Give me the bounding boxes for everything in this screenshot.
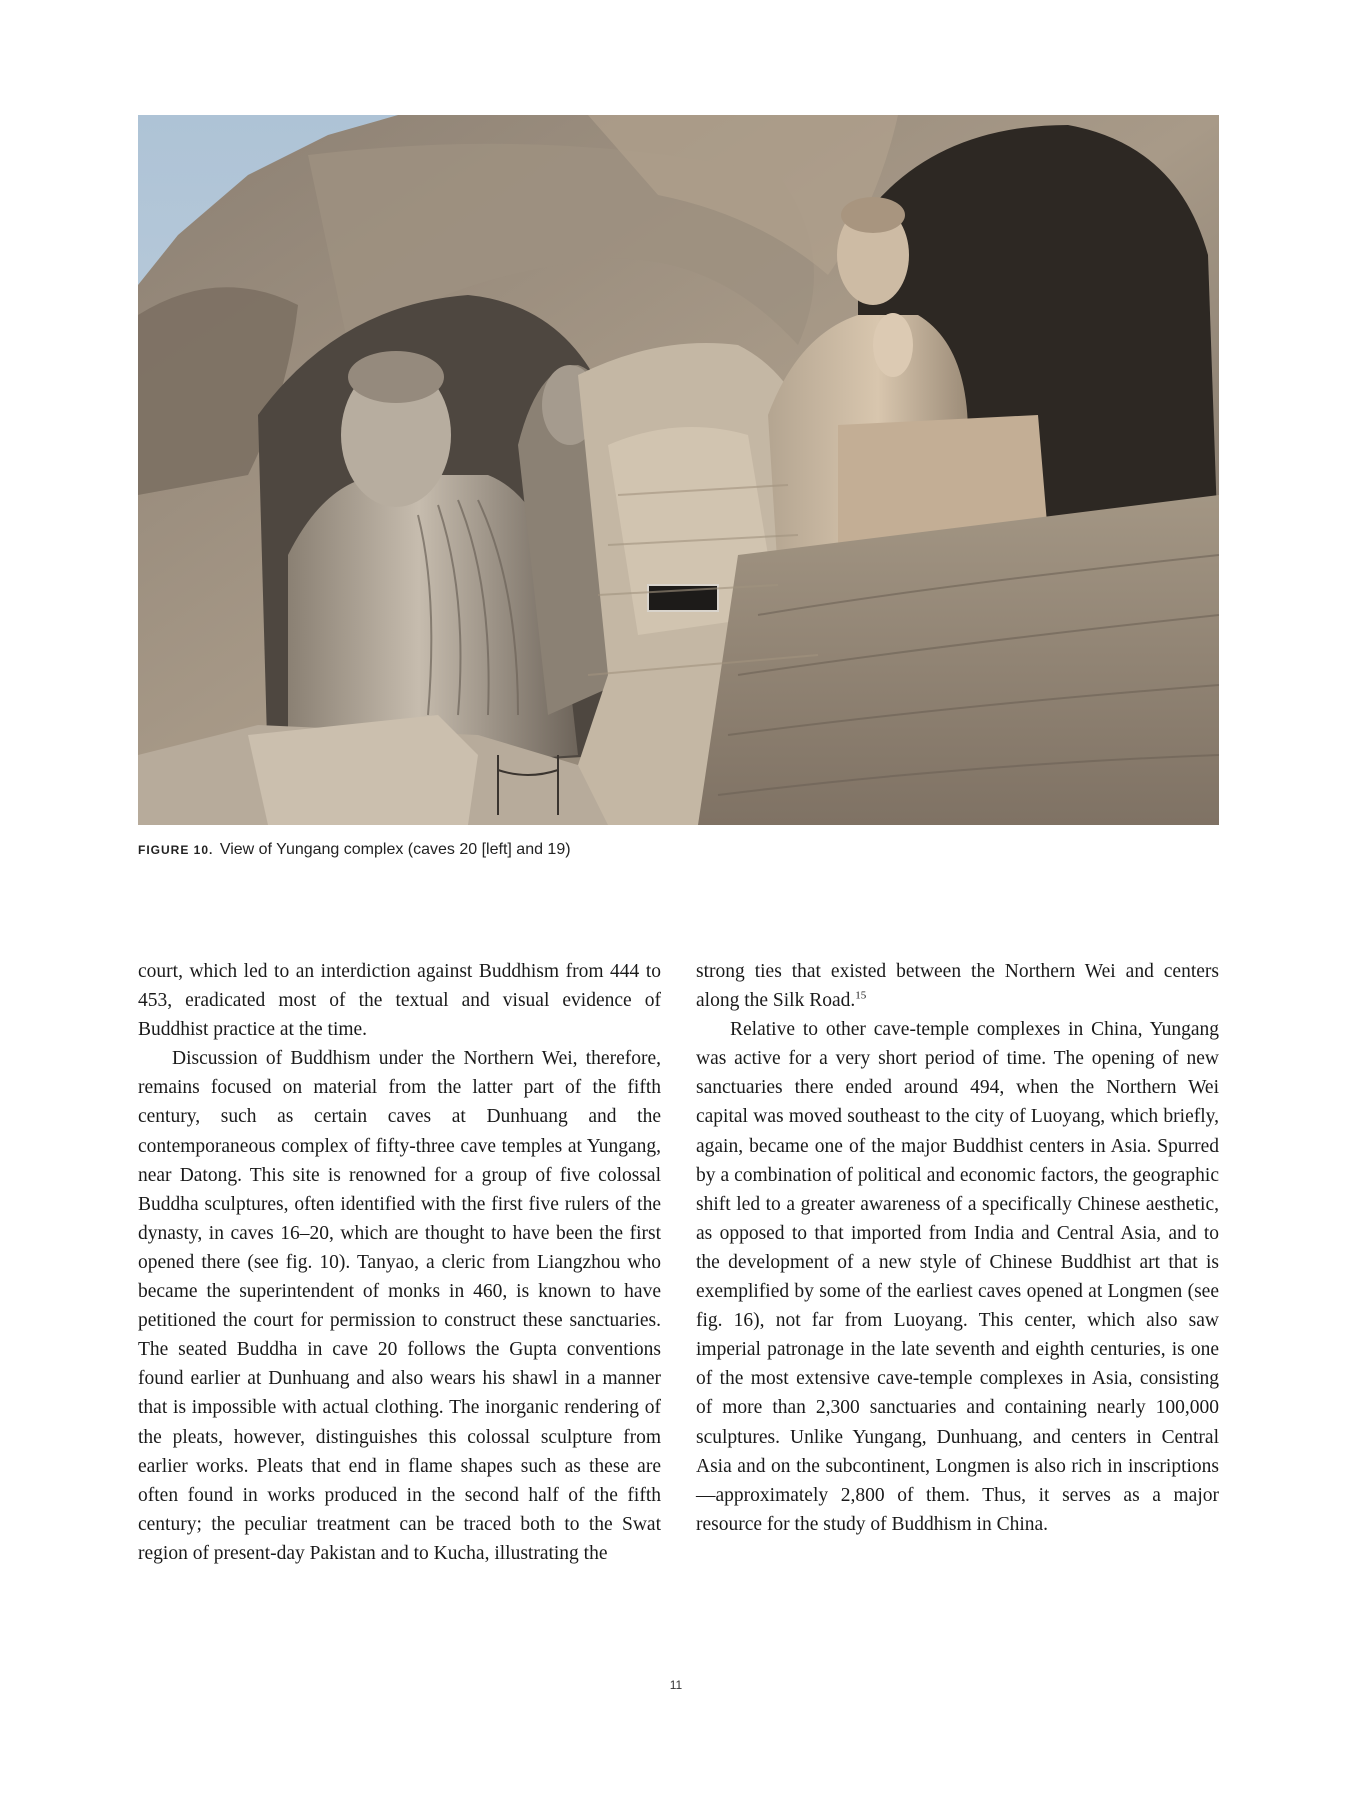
- figure-label: FIGURE 10.: [138, 843, 214, 857]
- right-paragraph-2: Relative to other cave-temple complexes in China, Yungang was active for a very short period of time. The opening of new sanctuaries there ended around 494, when the Northern Wei capital was moved southeast to the city of Luoyang, which briefly, again, became one of the major Buddhist centers in Asia. Spurred by a combination of political and economic factors, the geographic shift led to a greater awareness of a specifically Chinese aesthetic, as opposed to that imported from India and Central Asia, and to the development of a new style of Chinese Buddhist art that is exemplified by some of the earliest caves opened at Longmen (see fig. 16), not far from Luoyang. This center, which also saw imperial patronage in the late seventh and eighth centuries, is one of the most extensive cave-temple complexes in Asia, consisting of more than 2,300 sanctuaries and containing nearly 100,000 sculptures. Unlike Yungang, Dunhuang, and centers in Central Asia and on the subcontinent, Longmen is also rich in inscriptions—approximately 2,800 of them. Thus, it serves as a major resource for the study of Buddhism in China.: [696, 1019, 1219, 1535]
- right-paragraph-1: [696, 957, 1219, 1015]
- left-text-column: [138, 957, 661, 1568]
- figure-caption-text: View of Yungang complex (caves 20 [left] and 19): [219, 841, 571, 858]
- figure-photo: [138, 115, 1219, 825]
- right-text-column: [696, 957, 1219, 1539]
- yungang-caves-illustration: [138, 115, 1219, 825]
- right-paragraph-1-text: strong ties that existed between the Northern Wei and centers along the Silk Road.: [696, 961, 1219, 1012]
- figure-caption: [138, 841, 1219, 859]
- left-paragraph-1: court, which led to an interdiction against Buddhism from 444 to 453, eradicated most of the textual and visual evidence of Buddhist practice at the time.: [138, 961, 661, 1041]
- footnote-marker[interactable]: 15: [855, 989, 867, 1002]
- page-number: 11: [669, 1678, 683, 1692]
- left-paragraph-2: Discussion of Buddhism under the Northern Wei, therefore, remains focused on material from the latter part of the fifth century, such as certain caves at Dunhuang and the contemporaneous complex of fifty-three cave temples at Yungang, near Datong. This site is renowned for a group of five colossal Buddha sculptures, often identified with the first five rulers of the dynasty, in caves 16–20, which are thought to have been the first opened there (see fig. 10). Tanyao, a cleric from Liangzhou who became the superintendent of monks in 460, is known to have petitioned the court for permission to construct these sanctuaries. The seated Buddha in cave 20 follows the Gupta conventions found earlier at Dunhuang and also wears his shawl in a manner that is impossible with actual clothing. The inorganic rendering of the pleats, however, distinguishes this colossal sculpture from earlier works. Pleats that end in flame shapes such as these are often found in works produced in the second half of the fifth century; the peculiar treatment can be traced both to the Swat region of present-day Pakistan and to Kucha, illustrating the: [138, 1048, 661, 1564]
